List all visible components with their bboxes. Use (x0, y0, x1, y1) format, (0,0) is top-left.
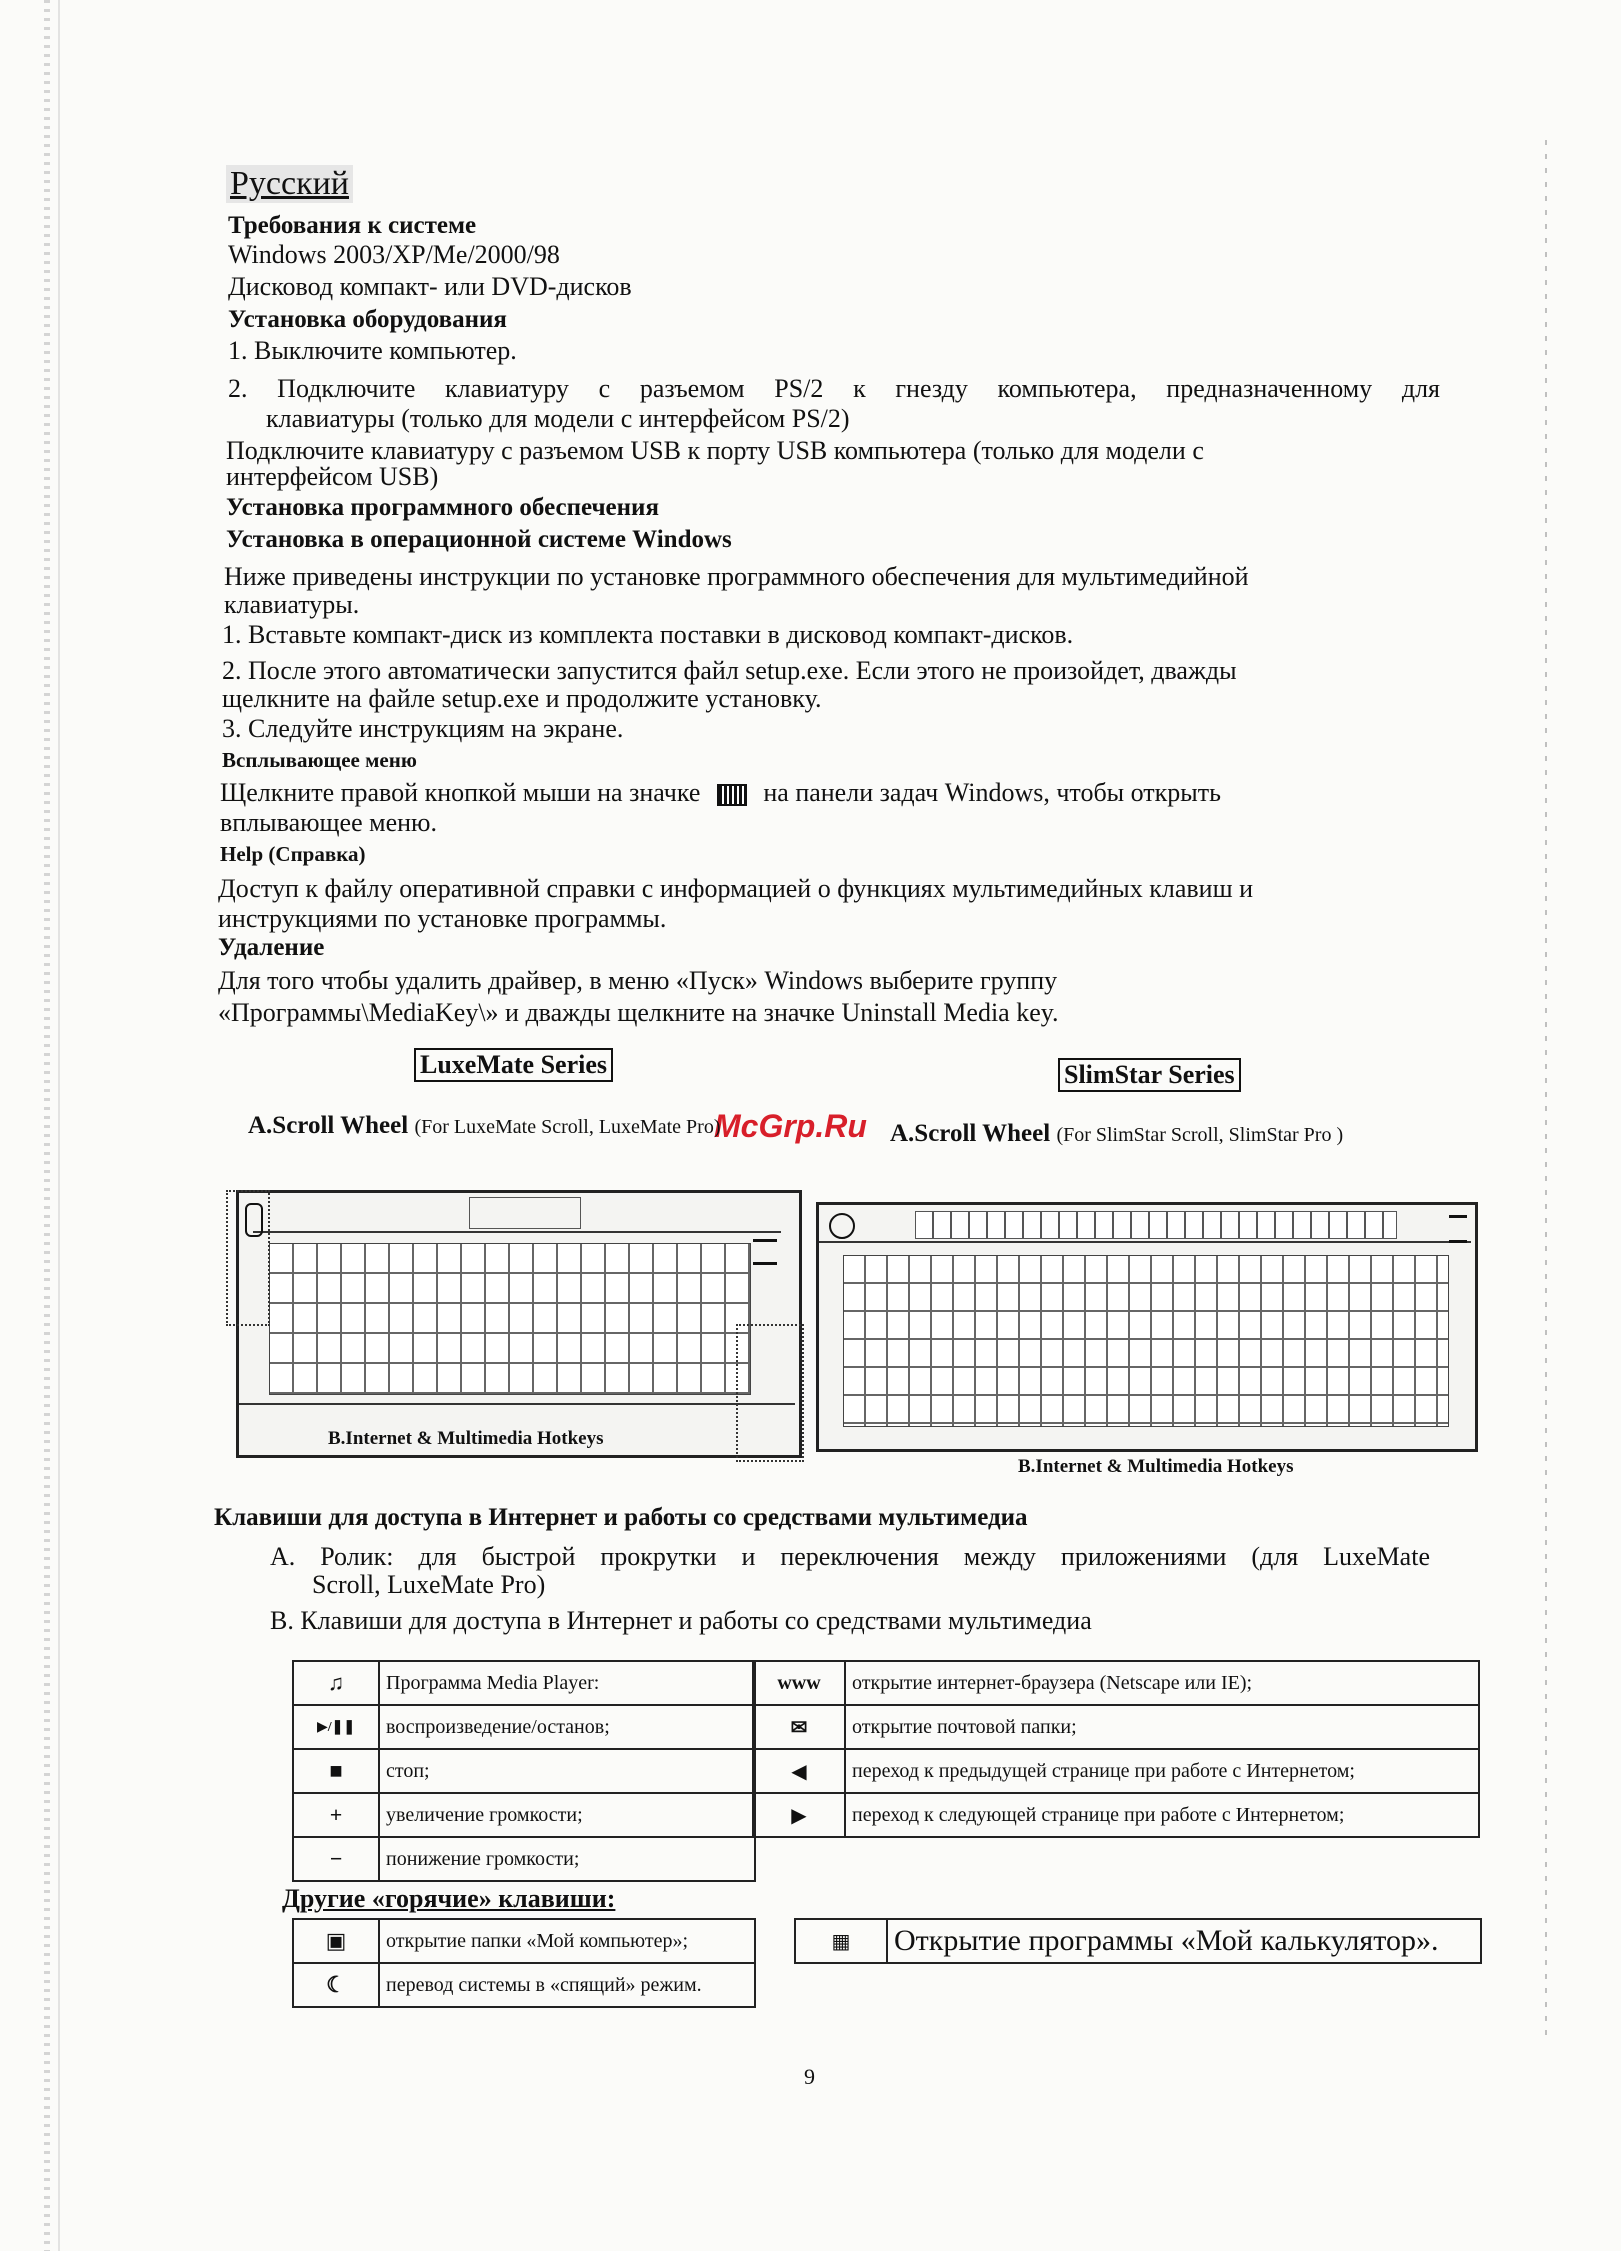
hardware-step-2-cont: клавиатуры (только для модели с интерфейсом PS/2) (266, 404, 850, 433)
table-row (753, 1705, 1479, 1749)
other-hotkeys-table (292, 1918, 756, 2008)
media-player-icon: ♫ (293, 1661, 379, 1705)
page-number: 9 (804, 2064, 815, 2089)
table-row (753, 1661, 1479, 1705)
uninstall-text-cont: «Программы\MediaKey\» и дважды щелкните на значке Uninstall Media key. (218, 998, 1059, 1027)
table-cell: Открытие программы «Мой калькулятор». (887, 1919, 1481, 1963)
help-heading: Help (Справка) (220, 842, 366, 866)
usb-connect-line: Подключите клавиатуру с разъемом USB к порту USB компьютера (только для модели с (226, 436, 1204, 465)
table-cell: открытие почтовой папки; (845, 1705, 1479, 1749)
requirement-drive: Дисковод компакт- или DVD-дисков (228, 272, 632, 301)
uninstall-heading: Удаление (218, 934, 325, 961)
hardware-install-heading: Установка оборудования (228, 306, 507, 333)
table-row (293, 1963, 755, 2007)
hardware-step-1: 1. Выключите компьютер. (228, 336, 517, 365)
table-row (753, 1749, 1479, 1793)
page-title: Русский (226, 165, 353, 203)
popup-menu-text-cont: вплывающее меню. (220, 808, 437, 837)
table-cell: понижение громкости; (379, 1837, 755, 1881)
table-cell: увеличение громкости; (379, 1793, 755, 1837)
popup-menu-text-start: Щелкните правой кнопкой мыши на значке (220, 778, 701, 807)
luxemate-hotkeys-label: B.Internet & Multimedia Hotkeys (328, 1428, 604, 1449)
keyboard-palm-line (239, 1403, 795, 1405)
table-row (293, 1705, 755, 1749)
table-row (293, 1749, 755, 1793)
volume-up-icon: + (293, 1793, 379, 1837)
table-row (753, 1793, 1479, 1837)
slimstar-series-title: SlimStar Series (1058, 1058, 1241, 1092)
table-cell: переход к предыдущей странице при работе с Интернетом; (845, 1749, 1479, 1793)
sleep-icon: ☾ (293, 1963, 379, 2007)
hardware-step-2: 2. Подключите клавиатуру с разъемом PS/2 к гнезду компьютера, предназначенному для (228, 374, 1440, 403)
uninstall-text: Для того чтобы удалить драйвер, в меню «Пуск» Windows выберите группу (218, 966, 1058, 995)
keyboard-top-edge (819, 1241, 1471, 1243)
luxemate-media-area (736, 1324, 804, 1462)
system-requirements-heading: Требования к системе (228, 212, 477, 239)
www-icon: www (753, 1661, 845, 1705)
luxemate-scroll-label (248, 1112, 720, 1140)
hotkeys-heading: Клавиши для доступа в Интернет и работы со средствами мультимедиа (214, 1504, 1028, 1531)
slimstar-scroll-title: A.Scroll Wheel (890, 1120, 1051, 1147)
mail-icon: ✉ (753, 1705, 845, 1749)
luxemate-series-title: LuxeMate Series (414, 1048, 613, 1082)
table-row (293, 1793, 755, 1837)
back-icon: ◀ (753, 1749, 845, 1793)
luxemate-keyboard-image (236, 1190, 802, 1458)
luxemate-scroll-note: (For LuxeMate Scroll, LuxeMate Pro) (414, 1116, 721, 1138)
requirement-os: Windows 2003/XP/Me/2000/98 (228, 240, 560, 269)
table-cell: открытие интернет-браузера (Netscape или IE); (845, 1661, 1479, 1705)
slimstar-keyboard-image (816, 1202, 1478, 1452)
windows-install-heading: Установка в операционной системе Windows (226, 526, 732, 553)
hotkey-item-a: A. Ролик: для быстрой прокрутки и переключения между приложениями (для LuxeMate (270, 1542, 1430, 1571)
my-computer-icon: ▣ (293, 1919, 379, 1963)
calculator-table (794, 1918, 1482, 1964)
watermark: McGrp.Ru (714, 1108, 867, 1144)
help-text: Доступ к файлу оперативной справки с информацией о функциях мультимедийных клавиш и (218, 874, 1254, 903)
software-step-3: 3. Следуйте инструкциям на экране. (222, 714, 624, 743)
table-row (795, 1919, 1481, 1963)
table-cell: переход к следующей странице при работе с Интернетом; (845, 1793, 1479, 1837)
software-step-2: 2. После этого автоматически запустится файл setup.exe. Если этого не произойдет, дважды (222, 656, 1237, 685)
tray-keyboard-icon (717, 784, 747, 806)
table-row (293, 1661, 755, 1705)
software-intro-cont: клавиатуры. (224, 590, 360, 619)
hotkey-strip (915, 1211, 1397, 1239)
table-cell: перевод системы в «спящий» режим. (379, 1963, 755, 2007)
popup-menu-text (220, 778, 1221, 808)
help-text-cont: инструкциями по установке программы. (218, 904, 667, 933)
table-row (293, 1919, 755, 1963)
volume-down-icon: − (293, 1837, 379, 1881)
table-cell: стоп; (379, 1749, 755, 1793)
table-cell: воспроизведение/останов; (379, 1705, 755, 1749)
menu-lines-icon (753, 1239, 777, 1265)
calculator-icon: ▦ (795, 1919, 887, 1963)
software-step-2-cont: щелкните на файле setup.exe и продолжите установку. (222, 684, 822, 713)
popup-menu-text-end: на панели задач Windows, чтобы открыть (763, 778, 1221, 807)
luxemate-hotkey-area (226, 1190, 270, 1326)
luxemate-scroll-title: A.Scroll Wheel (248, 1112, 409, 1139)
other-hotkeys-heading: Другие «горячие» клавиши: (282, 1884, 616, 1913)
hotkey-item-a-cont: Scroll, LuxeMate Pro) (312, 1570, 546, 1599)
slimstar-scroll-note: (For SlimStar Scroll, SlimStar Pro ) (1056, 1124, 1344, 1146)
hotkey-table-left (292, 1660, 756, 1882)
table-cell: открытие папки «Мой компьютер»; (379, 1919, 755, 1963)
keyboard-keys (269, 1243, 751, 1395)
slimstar-scroll-label (890, 1120, 1343, 1148)
forward-icon: ▶ (753, 1793, 845, 1837)
slimstar-hotkeys-label: B.Internet & Multimedia Hotkeys (1018, 1456, 1294, 1477)
software-intro: Ниже приведены инструкции по установке программного обеспечения для мультимедийной (224, 562, 1249, 591)
keyboard-logo-panel (469, 1197, 581, 1229)
play-pause-icon: ▶/❚❚ (293, 1705, 379, 1749)
table-cell: Программа Media Player: (379, 1661, 755, 1705)
software-install-heading: Установка программного обеспечения (226, 494, 659, 521)
hotkey-item-b: B. Клавиши для доступа в Интернет и работы со средствами мультимедиа (270, 1606, 1092, 1635)
stop-icon: ■ (293, 1749, 379, 1793)
popup-menu-heading: Всплывающее меню (222, 748, 417, 772)
usb-connect-line-cont: интерфейсом USB) (226, 462, 439, 491)
software-step-1: 1. Вставьте компакт-диск из комплекта поставки в дисковод компакт-дисков. (222, 620, 1074, 649)
hotkey-table-right (752, 1660, 1480, 1838)
led-indicators (1449, 1215, 1467, 1243)
keyboard-keys (843, 1255, 1449, 1427)
scroll-wheel-icon (829, 1213, 855, 1239)
table-row (293, 1837, 755, 1881)
